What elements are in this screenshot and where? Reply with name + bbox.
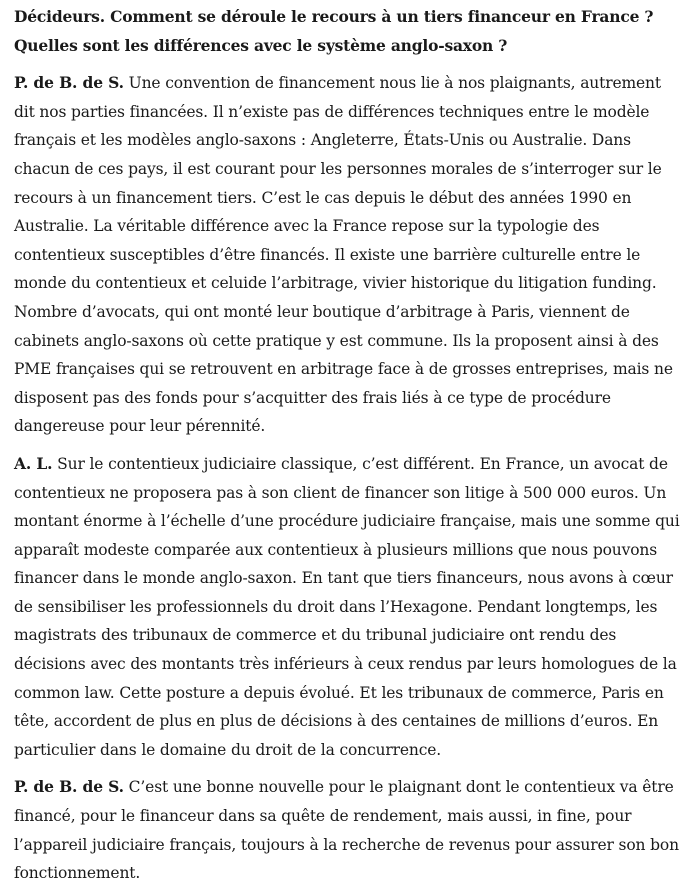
answer-paragraph-1: [14, 60, 680, 441]
answer-text: Une convention de financement nous lie à nos plaignants, autrement dit nos parties financées. Il n’existe pas de différences techniques entre le modèle français et les modèles anglo-saxons : Angleterre, États-Unis ou Australie. Dans chacun de ces pays, il est courant pour les personnes morales de s’interroger sur le recours à un financement tiers. C’est le cas depuis le début des années 1990 en Australie. La véritable différence avec la France repose sur la typologie des contentieux susceptibles d’être financés. Il existe une barrière culturelle entre le monde du contentieux et celuide l’arbitrage, vivier historique du litigation funding. Nombre d’avocats, qui ont monté leur boutique d’arbitrage à Paris, viennent de cabinets anglo-saxons où cette pratique y est commune. Ils la proposent ainsi à des PME françaises qui se retrouvent en arbitrage face à de grosses entreprises, mais ne disposent pas des fonds pour s’acquitter des frais liés à ce type de procédure dangereuse pour leur pérennité.: [14, 74, 673, 436]
interview-question: [14, 0, 680, 60]
speaker-initials: P. de B. de S.: [14, 73, 124, 93]
speaker-initials: A. L.: [14, 453, 53, 473]
question-line-2: Quelles sont les différences avec le système anglo-saxon ?: [14, 35, 508, 55]
question-line-1: Décideurs. Comment se déroule le recours à un tiers financeur en France ?: [14, 7, 654, 26]
answer-paragraph-3: [14, 764, 680, 887]
speaker-initials: P. de B. de S.: [14, 777, 124, 797]
answer-text: Sur le contentieux judiciaire classique, c’est différent. En France, un avocat de contentieux ne proposera pas à son client de financer son litige à 500 000 euros. Un montant énorme à l’échelle d’une procédure judiciaire française, mais une somme qui apparaît modeste comparée aux contentieux à plusieurs millions que nous pouvons financer dans le monde anglo-saxon. En tant que tiers financeurs, nous avons à cœur de sensibiliser les professionnels du droit dans l’Hexagone. Pendant longtemps, les magistrats des tribunaux de commerce et du tribunal judiciaire ont rendu des décisions avec des montants très inférieurs à ceux rendus par leurs homologues de la common law. Cette posture a depuis évolué. Et les tribunaux de commerce, Paris en tête, accordent de plus en plus de décisions à des centaines de millions d’euros. En particulier dans le domaine du droit de la concurrence.: [14, 454, 680, 759]
answer-text: C’est une bonne nouvelle pour le plaignant dont le contentieux va être financé, pour le financeur dans sa quête de rendement, mais aussi, in fine, pour l’appareil judiciaire français, toujours à la recherche de revenus pour assurer son bon fonctionnement.: [14, 778, 679, 883]
answer-paragraph-2: [14, 441, 680, 765]
interview-article: [14, 0, 680, 888]
